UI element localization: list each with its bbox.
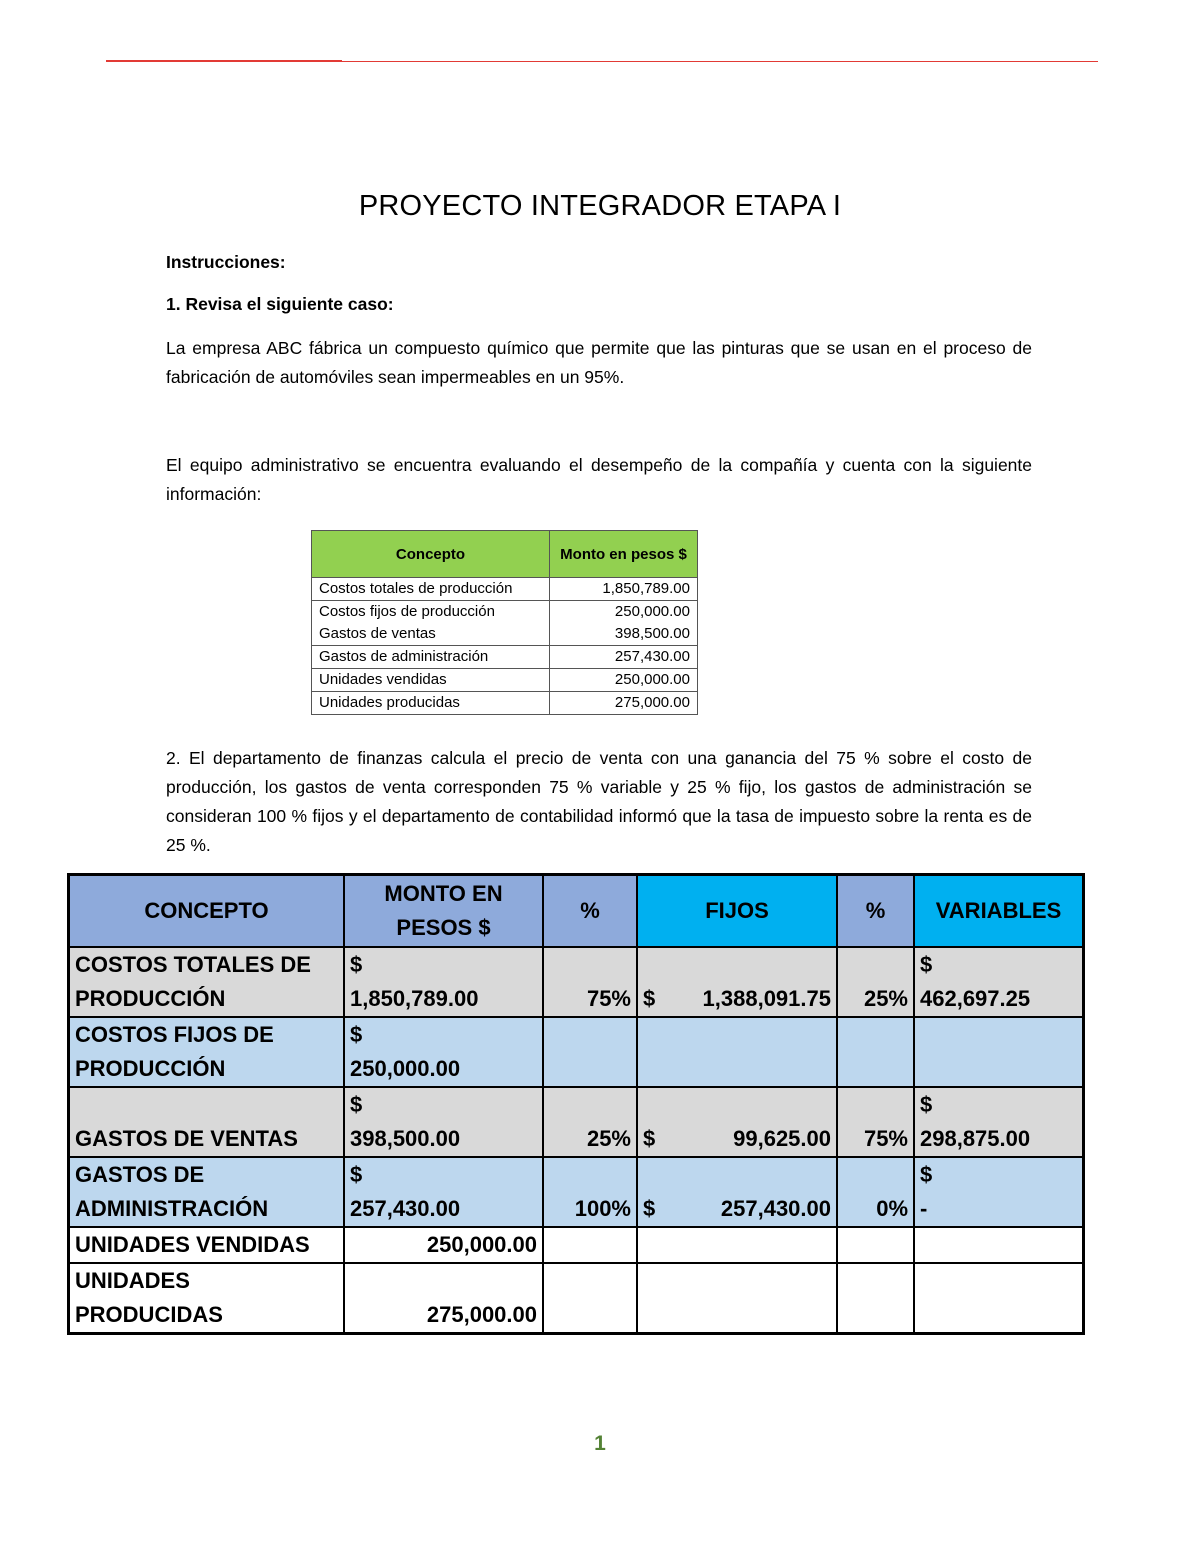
cell-pct-fixed: 25% xyxy=(543,1087,637,1157)
cell-pct-fixed: 100% xyxy=(543,1157,637,1227)
table-row xyxy=(312,601,698,624)
cell-concept: Unidades producidas xyxy=(312,692,550,715)
page-number: 1 xyxy=(594,1432,606,1455)
cost-classification-table xyxy=(67,873,1085,1335)
table-row xyxy=(69,1017,1084,1087)
header-rule xyxy=(106,61,1098,62)
cell-fixed xyxy=(637,1263,837,1334)
cell-pct-variable: 75% xyxy=(837,1087,914,1157)
cell-concept: COSTOS TOTALES DE PRODUCCIÓN xyxy=(69,947,345,1017)
table-row xyxy=(312,692,698,715)
cell-concept: Costos totales de producción xyxy=(312,578,550,601)
table-row xyxy=(312,578,698,601)
step-2: 2. El departamento de finanzas calcula el precio de venta con una ganancia del 75 % sobre el costo de producción, los gastos de venta corresponden 75 % variable y 25 % fijo, los gastos de administración se consideran 100 % fijos y el departamento de contabilidad informó que la tasa de impuesto sobre la renta es de 25 %. xyxy=(166,748,1032,855)
col-header-variables: VARIABLES xyxy=(914,875,1084,948)
cell-concept: UNIDADES PRODUCIDAS xyxy=(69,1263,345,1334)
cell-variable: $ - xyxy=(914,1157,1084,1227)
cell-fixed: $ 99,625.00 xyxy=(637,1087,837,1157)
cell-concept: Gastos de administración xyxy=(312,646,550,669)
cell-concept: GASTOS DE ADMINISTRACIÓN xyxy=(69,1157,345,1227)
cell-pct-fixed xyxy=(543,1227,637,1263)
cell-amount: $ 1,850,789.00 xyxy=(344,947,543,1017)
cell-amount: 1,850,789.00 xyxy=(550,578,698,601)
cell-amount: 257,430.00 xyxy=(550,646,698,669)
cell-amount: 250,000.00 xyxy=(550,601,698,624)
col-header-monto: MONTO EN PESOS $ xyxy=(344,875,543,948)
cell-pct-variable xyxy=(837,1227,914,1263)
table-row xyxy=(69,1263,1084,1334)
cell-pct-fixed: 75% xyxy=(543,947,637,1017)
cell-pct-variable: 0% xyxy=(837,1157,914,1227)
cell-amount: 250,000.00 xyxy=(550,669,698,692)
instructions-label: Instrucciones: xyxy=(166,252,286,272)
col-header-pct-fijos: % xyxy=(543,875,637,948)
paragraph-company: La empresa ABC fábrica un compuesto químico que permite que las pinturas que se usan en el proceso de fabricación de automóviles sean impermeables en un 95%. xyxy=(166,338,1032,387)
cell-variable xyxy=(914,1227,1084,1263)
table-row xyxy=(312,669,698,692)
table-row xyxy=(69,1087,1084,1157)
cell-fixed xyxy=(637,1017,837,1087)
cell-amount: $ 250,000.00 xyxy=(344,1017,543,1087)
table-row xyxy=(69,1157,1084,1227)
step-1: 1. Revisa el siguiente caso: xyxy=(166,294,394,314)
col-header-monto: Monto en pesos $ xyxy=(550,531,698,578)
cell-variable: $ 462,697.25 xyxy=(914,947,1084,1017)
table-row xyxy=(69,947,1084,1017)
cell-amount: 250,000.00 xyxy=(344,1227,543,1263)
cell-pct-variable: 25% xyxy=(837,947,914,1017)
cell-concept: Costos fijos de producción xyxy=(312,601,550,624)
table-row xyxy=(312,646,698,669)
cell-pct-fixed xyxy=(543,1017,637,1087)
col-header-concepto: CONCEPTO xyxy=(69,875,345,948)
cell-amount: 398,500.00 xyxy=(550,623,698,646)
cell-concept: Gastos de ventas xyxy=(312,623,550,646)
source-data-table xyxy=(311,530,698,715)
cell-pct-variable xyxy=(837,1017,914,1087)
cell-concept: UNIDADES VENDIDAS xyxy=(69,1227,345,1263)
cell-variable xyxy=(914,1263,1084,1334)
col-header-concepto: Concepto xyxy=(312,531,550,578)
cell-amount: $ 257,430.00 xyxy=(344,1157,543,1227)
cell-amount: 275,000.00 xyxy=(550,692,698,715)
cell-fixed: $ 257,430.00 xyxy=(637,1157,837,1227)
cell-concept: Unidades vendidas xyxy=(312,669,550,692)
cell-amount: 275,000.00 xyxy=(344,1263,543,1334)
cell-amount: $ 398,500.00 xyxy=(344,1087,543,1157)
cell-variable xyxy=(914,1017,1084,1087)
cell-fixed xyxy=(637,1227,837,1263)
col-header-fijos: FIJOS xyxy=(637,875,837,948)
cell-pct-fixed xyxy=(543,1263,637,1334)
cell-concept: COSTOS FIJOS DE PRODUCCIÓN xyxy=(69,1017,345,1087)
cell-fixed: $ 1,388,091.75 xyxy=(637,947,837,1017)
table-row xyxy=(312,623,698,646)
table-row xyxy=(69,1227,1084,1263)
cell-pct-variable xyxy=(837,1263,914,1334)
col-header-pct-variables: % xyxy=(837,875,914,948)
cell-variable: $ 298,875.00 xyxy=(914,1087,1084,1157)
page-title: PROYECTO INTEGRADOR ETAPA I xyxy=(358,190,842,222)
cell-concept: GASTOS DE VENTAS xyxy=(69,1087,345,1157)
paragraph-admin-team: El equipo administrativo se encuentra evaluando el desempeño de la compañía y cuenta con la siguiente información: xyxy=(166,455,1032,504)
